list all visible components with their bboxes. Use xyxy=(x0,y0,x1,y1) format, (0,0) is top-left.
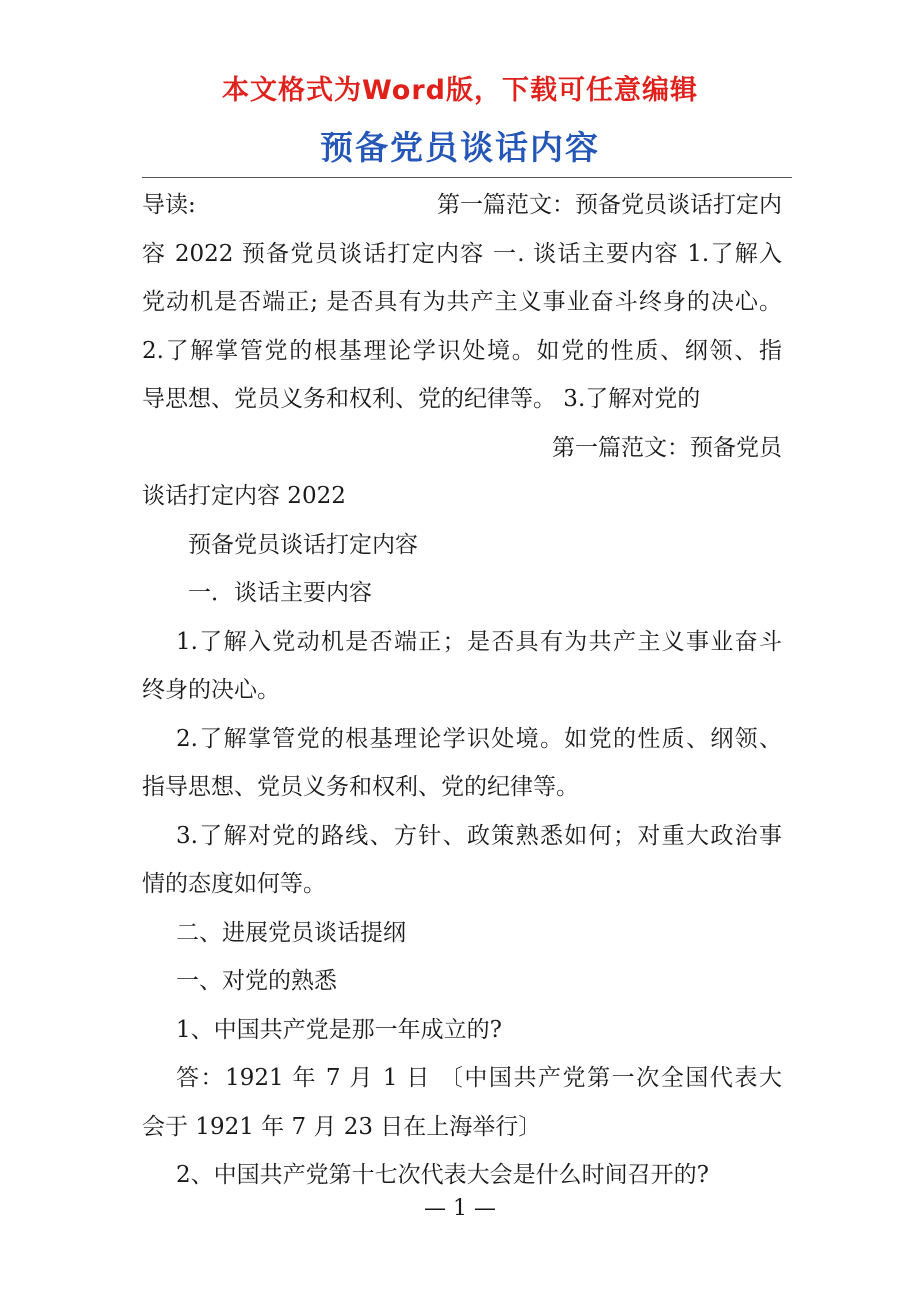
document-title: 预备党员谈话内容 xyxy=(320,128,600,167)
paragraph-2-line-1: 2.了解掌管党的根基理论学识处境。如党的性质、纲领、 xyxy=(176,725,782,752)
intro-line-1-text: 第一篇范文：预备党员谈话打定内 xyxy=(437,192,782,218)
answer-1-line-2: 会于 1921 年 7 月 23 日在上海举行〕 xyxy=(142,1113,542,1140)
intro-line-4: 2.了解掌管党的根基理论学识处境。如党的性质、纲领、指 xyxy=(142,337,782,364)
paragraph-3-line-1: 3.了解对党的路线、方针、政策熟悉如何；对重大政治事 xyxy=(176,822,782,849)
intro-line-5: 导思想、党员义务和权利、党的纪律等。 3.了解对党的 xyxy=(142,386,701,412)
question-1: 1、中国共产党是那一年成立的? xyxy=(176,1016,502,1043)
section-2-heading: 二、进展党员谈话提纲 xyxy=(176,919,406,946)
intro-label: 导读: xyxy=(142,192,196,218)
paragraph-3-line-2: 情的态度如何等。 xyxy=(142,871,326,897)
paragraph-1-line-1: 1.了解入党动机是否端正；是否具有为共产主义事业奋斗 xyxy=(176,628,782,655)
paragraph-1-line-2: 终身的决心。 xyxy=(142,677,280,703)
section-3-heading: 一、对党的熟悉 xyxy=(176,968,337,994)
section-heading-cont: 谈话打定内容 2022 xyxy=(142,483,346,509)
answer-1-line-1: 答：1921 年 7 月 1 日 〔中国共产党第一次全国代表大 xyxy=(176,1065,782,1091)
intro-line-2: 容 2022 预备党员谈话打定内容 一. 谈话主要内容 1.了解入 xyxy=(142,240,782,267)
paragraph-2-line-2: 指导思想、党员义务和权利、党的纪律等。 xyxy=(142,774,579,800)
header-rule xyxy=(142,177,792,178)
format-banner: 本文格式为Word版，下载可任意编辑 xyxy=(221,75,698,106)
subtitle: 预备党员谈话打定内容 xyxy=(188,531,418,558)
intro-line-1 xyxy=(142,181,782,230)
question-2: 2、中国共产党第十七次代表大会是什么时间召开的? xyxy=(176,1162,709,1188)
section-heading: 第一篇范文：预备党员 xyxy=(552,434,782,461)
intro-line-3: 党动机是否端正; 是否具有为共产主义事业奋斗终身的决心。 xyxy=(142,289,782,315)
page-number: — 1 — xyxy=(424,1196,496,1221)
document-body xyxy=(142,181,782,1200)
section-1-heading: 一．谈话主要内容 xyxy=(188,580,372,606)
